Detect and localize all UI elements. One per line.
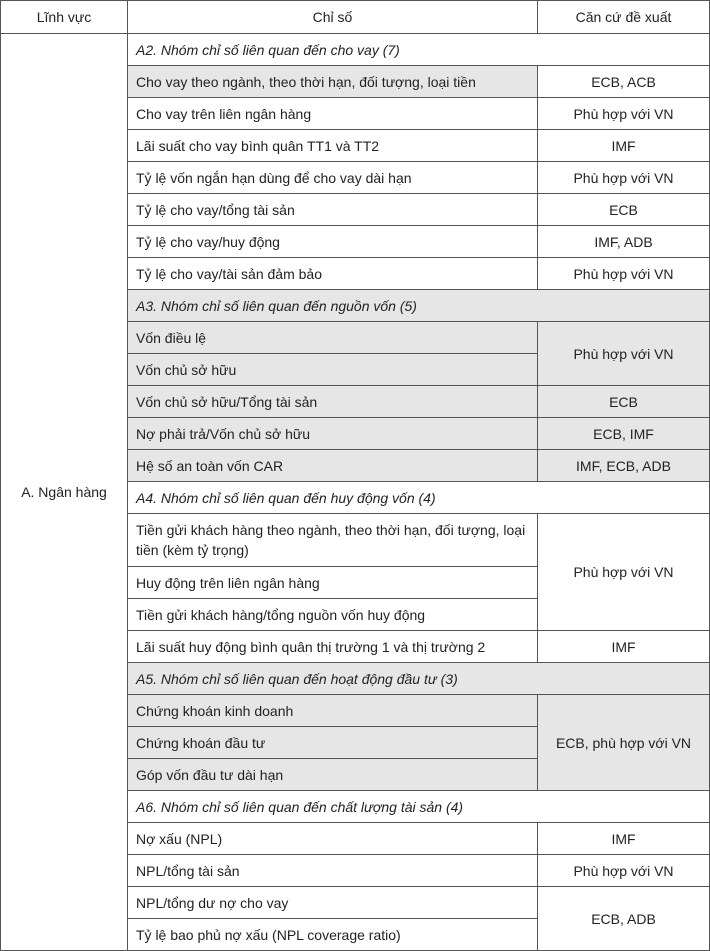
- indicator-cell: Tỷ lệ cho vay/tổng tài sản: [128, 194, 538, 226]
- indicator-cell: Góp vốn đầu tư dài hạn: [128, 759, 538, 791]
- indicator-cell: Vốn chủ sở hữu: [128, 354, 538, 386]
- indicator-cell: NPL/tổng dư nợ cho vay: [128, 887, 538, 919]
- basis-cell: Phù hợp với VN: [538, 322, 710, 386]
- basis-cell: IMF: [538, 631, 710, 663]
- indicator-cell: Nợ xấu (NPL): [128, 823, 538, 855]
- indicator-cell: Tỷ lệ cho vay/tài sản đảm bảo: [128, 258, 538, 290]
- indicator-cell: NPL/tổng tài sản: [128, 855, 538, 887]
- header-indicator: Chỉ số: [128, 1, 538, 34]
- indicator-cell: Tiền gửi khách hàng/tổng nguồn vốn huy động: [128, 599, 538, 631]
- group-title: A3. Nhóm chỉ số liên quan đến nguồn vốn (5): [128, 290, 710, 322]
- indicator-cell: Tiền gửi khách hàng theo ngành, theo thời hạn, đối tượng, loại tiền (kèm tỷ trọng): [128, 514, 538, 567]
- indicator-cell: Lãi suất huy động bình quân thị trường 1 và thị trường 2: [128, 631, 538, 663]
- header-basis: Căn cứ đề xuất: [538, 1, 710, 34]
- basis-cell: Phù hợp với VN: [538, 258, 710, 290]
- indicator-cell: Vốn chủ sở hữu/Tổng tài sản: [128, 386, 538, 418]
- group-title: A2. Nhóm chỉ số liên quan đến cho vay (7): [128, 34, 710, 66]
- basis-cell: Phù hợp với VN: [538, 855, 710, 887]
- group-title: A4. Nhóm chỉ số liên quan đến huy động vốn (4): [128, 482, 710, 514]
- group-row: [1, 34, 710, 66]
- field-cell: A. Ngân hàng: [1, 34, 128, 951]
- indicator-cell: Lãi suất cho vay bình quân TT1 và TT2: [128, 130, 538, 162]
- indicator-cell: Nợ phải trả/Vốn chủ sở hữu: [128, 418, 538, 450]
- basis-cell: IMF: [538, 823, 710, 855]
- indicator-cell: Chứng khoán kinh doanh: [128, 695, 538, 727]
- indicator-cell: Vốn điều lệ: [128, 322, 538, 354]
- indicator-cell: Tỷ lệ vốn ngắn hạn dùng để cho vay dài hạn: [128, 162, 538, 194]
- basis-cell: IMF, ECB, ADB: [538, 450, 710, 482]
- basis-cell: ECB, ACB: [538, 66, 710, 98]
- group-title: A6. Nhóm chỉ số liên quan đến chất lượng tài sản (4): [128, 791, 710, 823]
- basis-cell: ECB: [538, 194, 710, 226]
- indicator-cell: Chứng khoán đầu tư: [128, 727, 538, 759]
- indicator-cell: Cho vay theo ngành, theo thời hạn, đối tượng, loại tiền: [128, 66, 538, 98]
- group-title: A5. Nhóm chỉ số liên quan đến hoạt động đầu tư (3): [128, 663, 710, 695]
- indicator-cell: Tỷ lệ cho vay/huy động: [128, 226, 538, 258]
- indicator-cell: Cho vay trên liên ngân hàng: [128, 98, 538, 130]
- header-field: Lĩnh vực: [1, 1, 128, 34]
- basis-cell: ECB, ADB: [538, 887, 710, 951]
- basis-cell: Phù hợp với VN: [538, 514, 710, 631]
- indicator-cell: Huy động trên liên ngân hàng: [128, 567, 538, 599]
- basis-cell: Phù hợp với VN: [538, 162, 710, 194]
- basis-cell: ECB: [538, 386, 710, 418]
- basis-cell: ECB, IMF: [538, 418, 710, 450]
- basis-cell: IMF: [538, 130, 710, 162]
- basis-cell: IMF, ADB: [538, 226, 710, 258]
- table-header-row: [1, 1, 710, 34]
- indicator-cell: Tỷ lệ bao phủ nợ xấu (NPL coverage ratio): [128, 919, 538, 951]
- basis-cell: Phù hợp với VN: [538, 98, 710, 130]
- indicator-cell: Hệ số an toàn vốn CAR: [128, 450, 538, 482]
- basis-cell: ECB, phù hợp với VN: [538, 695, 710, 791]
